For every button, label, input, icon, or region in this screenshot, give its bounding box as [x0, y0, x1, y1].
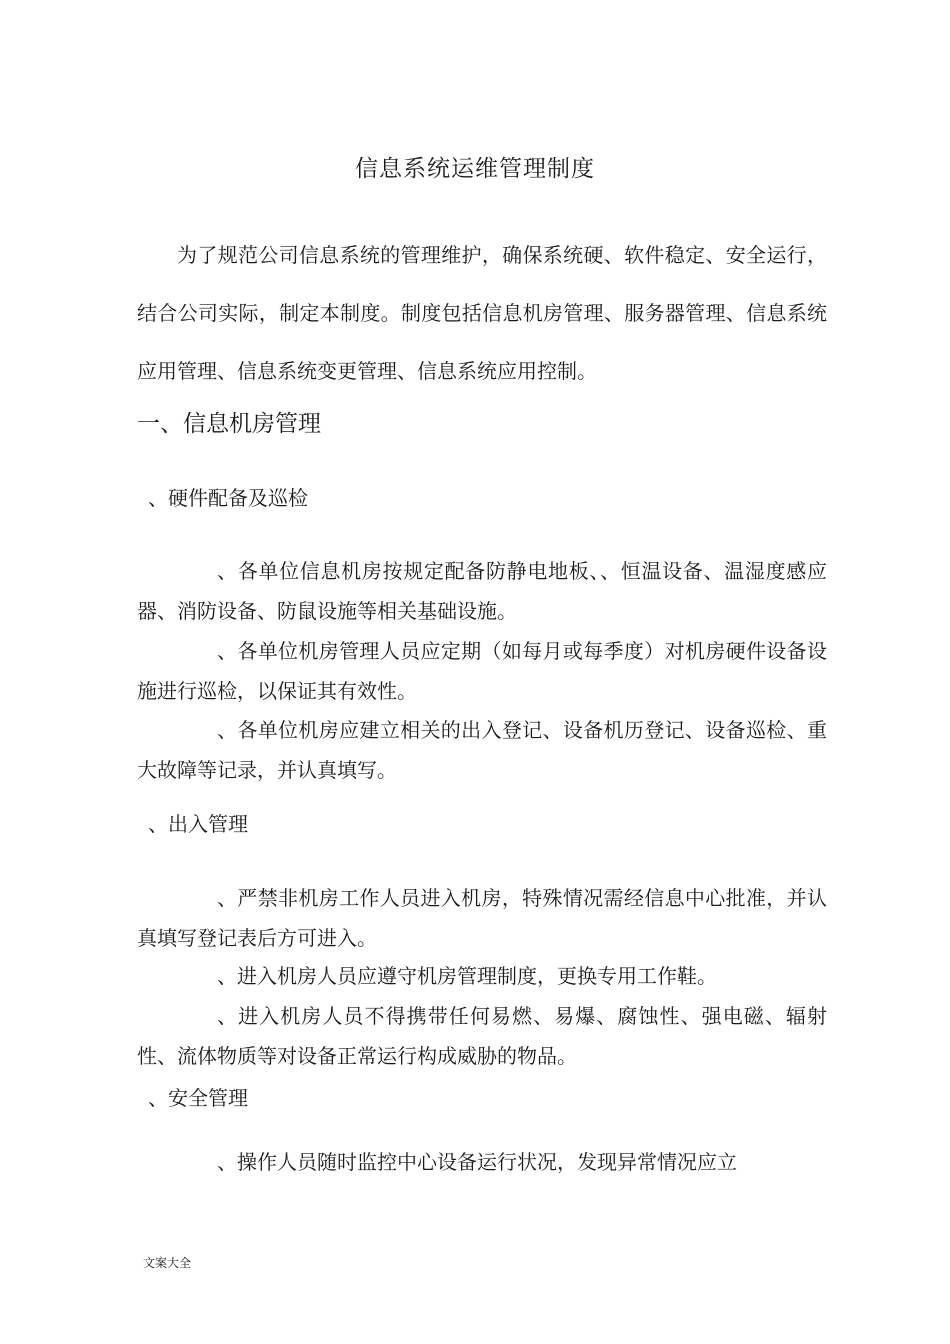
- footer-text: 文案大全: [143, 1256, 192, 1270]
- list-item: 、各单位机房应建立相关的出入登记、设备机历登记、设备巡检、重大故障等记录，并认真填写。: [137, 718, 827, 782]
- list-item: 、严禁非机房工作人员进入机房，特殊情况需经信息中心批准，并认真填写登记表后方可进入。: [137, 886, 827, 950]
- section-heading: 一、信息机房管理: [137, 411, 321, 437]
- subsection-heading-access: 、出入管理: [148, 812, 248, 836]
- list-item: 、进入机房人员应遵守机房管理制度，更换专用工作鞋。: [217, 964, 717, 988]
- list-item: 、各单位信息机房按规定配备防静电地板、、恒温设备、温湿度感应器、消防设备、防鼠设施等相关基础设施。: [137, 559, 827, 623]
- document-title: 信息系统运维管理制度: [355, 156, 595, 182]
- intro-paragraph: 为了规范公司信息系统的管理维护，确保系统硬、软件稳定、安全运行，结合公司实际，制定本制度。制度包括信息机房管理、服务器管理、信息系统应用管理、信息系统变更管理、信息系统应用控制。: [137, 243, 827, 383]
- list-item: 、各单位机房管理人员应定期（如每月或每季度）对机房硬件设备设施进行巡检，以保证其有效性。: [137, 639, 827, 703]
- subsection-heading-hardware: 、硬件配备及巡检: [148, 486, 308, 510]
- subsection-heading-security: 、安全管理: [148, 1086, 248, 1110]
- list-item: 、进入机房人员不得携带任何易燃、易爆、腐蚀性、强电磁、辐射性、流体物质等对设备正常运行构成威胁的物品。: [137, 1004, 827, 1068]
- list-item: 、操作人员随时监控中心设备运行状况，发现异常情况应立: [217, 1150, 737, 1174]
